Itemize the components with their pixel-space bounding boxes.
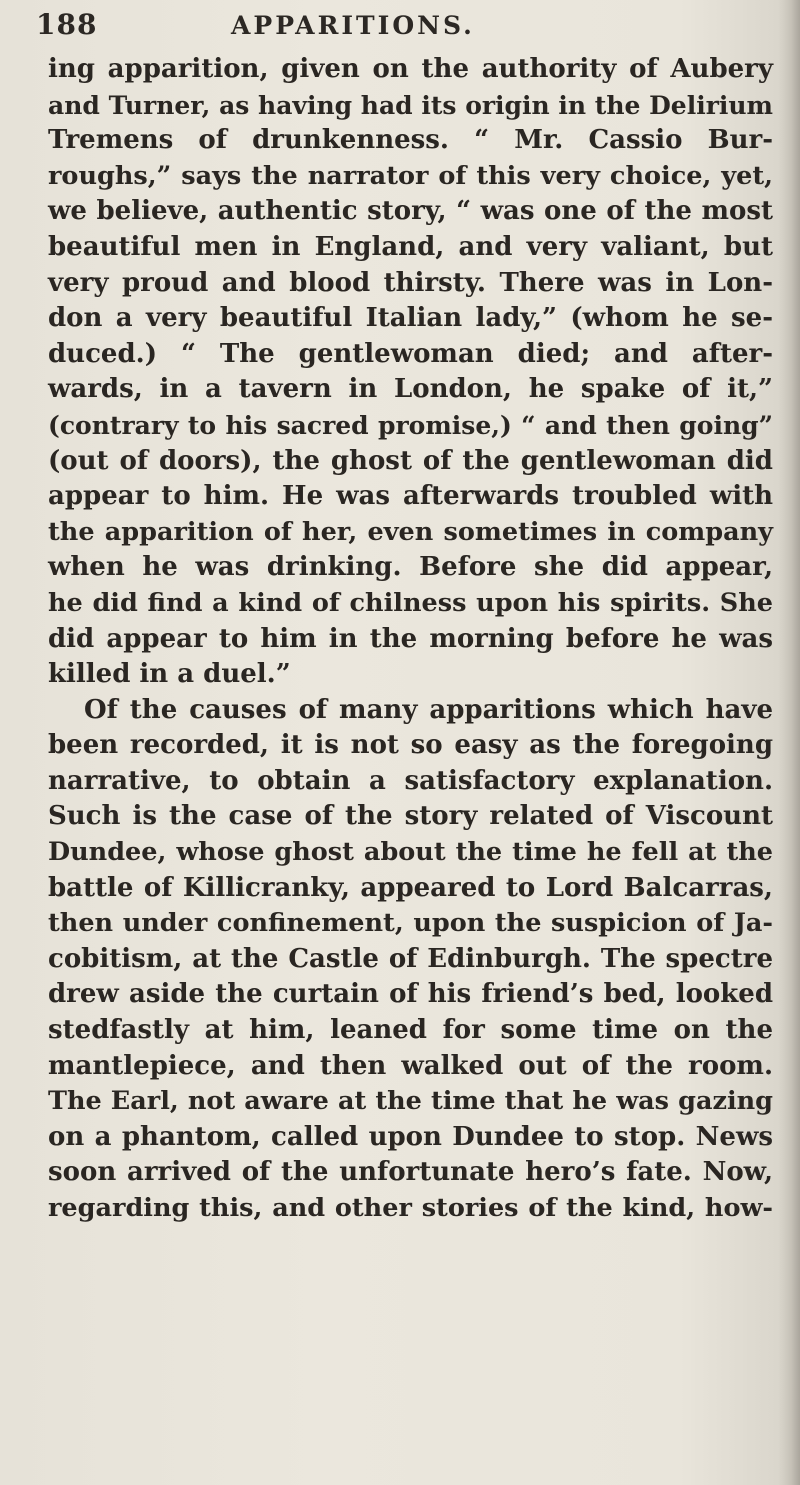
text-line: appear to him. He was afterwards troubled with	[48, 481, 773, 512]
text-line: the apparition of her, even sometimes in company	[48, 516, 773, 547]
text-line: did appear to him in the morning before he was	[48, 623, 773, 654]
text-line: don a very beautiful Italian lady,” (whom he se-	[48, 303, 773, 334]
text-line: (out of doors), the ghost of the gentlewoman did	[48, 445, 773, 476]
text-line: then under confinement, upon the suspicion of Ja-	[48, 908, 773, 939]
text-line: ing apparition, given on the authority of Aubery	[48, 54, 773, 84]
text-line: mantlepiece, and then walked out of the room.	[48, 1050, 773, 1081]
text-line: wards, in a tavern in London, he spake of it,”	[48, 374, 773, 405]
text-line: battle of Killicranky, appeared to Lord Balcarras,	[48, 872, 773, 903]
text-line: on a phantom, called upon Dundee to stop. News	[48, 1121, 773, 1152]
text-line: regarding this, and other stories of the kind, how-	[48, 1193, 773, 1223]
text-line: beautiful men in England, and very valiant, but	[48, 231, 773, 262]
text-line: The Earl, not aware at the time that he was gazing	[48, 1086, 773, 1117]
text-line: duced.) “ The gentlewoman died; and after-	[48, 338, 773, 369]
page-header	[36, 8, 756, 48]
page-number: 188	[36, 8, 98, 41]
text-line: stedfastly at him, leaned for some time on the	[48, 1015, 773, 1046]
text-line: when he was drinking. Before she did appear,	[48, 552, 773, 583]
text-line: Tremens of drunkenness. “ Mr. Cassio Bur-	[48, 125, 773, 156]
text-line: Such is the case of the story related of Viscount	[48, 801, 773, 832]
text-line: been recorded, it is not so easy as the foregoing	[48, 730, 773, 761]
text-line: drew aside the curtain of his friend’s bed, looked	[48, 979, 773, 1010]
text-line: he did find a kind of chilness upon his spirits. She	[48, 587, 773, 618]
text-line: cobitism, at the Castle of Edinburgh. The spectre	[48, 943, 773, 974]
text-line: we believe, authentic story, “ was one of the most	[48, 196, 773, 227]
text-line: roughs,” says the narrator of this very choice, yet,	[48, 160, 773, 191]
text-line: and Turner, as having had its origin in the Delirium	[48, 90, 773, 120]
page-edge-shadow	[778, 0, 800, 1485]
text-line: Dundee, whose ghost about the time he fell at the	[48, 837, 773, 868]
body-text	[48, 52, 773, 1227]
text-line: narrative, to obtain a satisfactory explanation.	[48, 765, 773, 796]
paragraph-end-line: killed in a duel.”	[48, 659, 291, 690]
text-line: very proud and blood thirsty. There was in Lon-	[48, 267, 773, 298]
text-line: (contrary to his sacred promise,) “ and then going”	[48, 410, 773, 440]
running-title: APPARITIONS.	[231, 11, 475, 40]
text-line: soon arrived of the unfortunate hero’s fate. Now,	[48, 1157, 773, 1188]
paragraph-start-line: Of the causes of many apparitions which have	[84, 694, 773, 725]
